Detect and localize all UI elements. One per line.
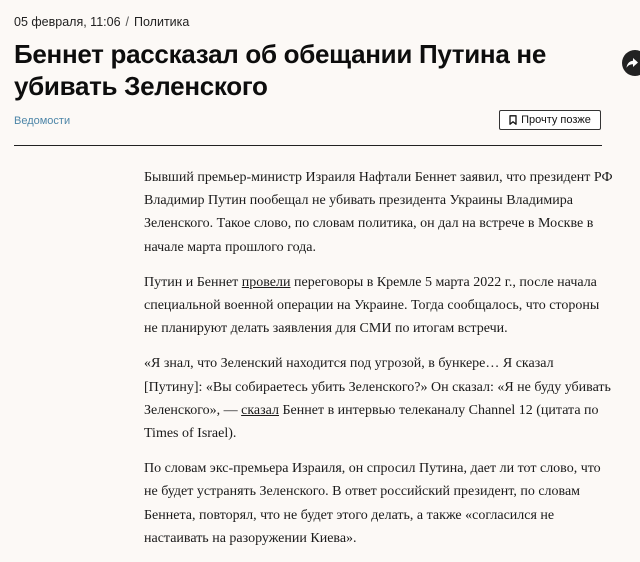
paragraph-text: переговоры в Кремле 5 марта 2022 г., после начала специальной военной операции на Украине. Тогда сообщалось, что стороны не планируют делать заявления для СМИ по итогам встречи. — [144, 274, 600, 337]
publish-datetime: 05 февраля, 11:06 — [14, 15, 121, 29]
article-title: Беннет рассказал об обещании Путина не убивать Зеленского — [14, 39, 546, 101]
share-button[interactable] — [622, 50, 640, 76]
paragraph-text: «Я знал, что Зеленский находится под угрозой, в бункере… Я сказал [Путину]: «Вы собираетесь убить Зеленского?» Он сказал: «Я не буду убивать Зеленского», — — [144, 356, 611, 418]
article-paragraph-3 — [144, 352, 614, 445]
paragraph-text: Беннет в интервью телеканалу Channel 12 (цитата по Times of Israel). — [144, 402, 599, 442]
inline-link-skazal[interactable]: сказал — [241, 402, 279, 418]
article-meta — [14, 15, 189, 29]
article-paragraph-4: По словам экс-премьера Израиля, он спросил Путина, дает ли тот слово, что не будет устранять Зеленского. В ответ российский президент, по словам Беннета, повторял, что не будет этого делать, а также «согласился не настаивать на разоружении Киева». — [144, 461, 601, 546]
article-body — [144, 166, 614, 562]
article-paragraph-2 — [144, 271, 614, 341]
article-paragraph-1: Бывший премьер-министр Израиля Нафтали Беннет заявил, что президент РФ Владимир Путин пообещал не убивать президента Украины Владимира Зеленского. Такое слово, по словам политика, он дал на встрече в Москве в начале марта прошлого года. — [144, 170, 613, 255]
category-link[interactable]: Политика — [134, 15, 190, 29]
read-later-button[interactable] — [499, 110, 601, 130]
meta-separator: / — [125, 15, 130, 29]
read-later-label: Прочту позже — [521, 114, 591, 126]
inline-link-proveli[interactable]: провели — [241, 274, 291, 290]
paragraph-text: Путин и Беннет — [144, 274, 242, 290]
header-divider — [14, 145, 602, 146]
bookmark-icon — [509, 115, 517, 125]
source-link[interactable]: Ведомости — [14, 115, 71, 127]
share-arrow-icon — [625, 57, 639, 69]
